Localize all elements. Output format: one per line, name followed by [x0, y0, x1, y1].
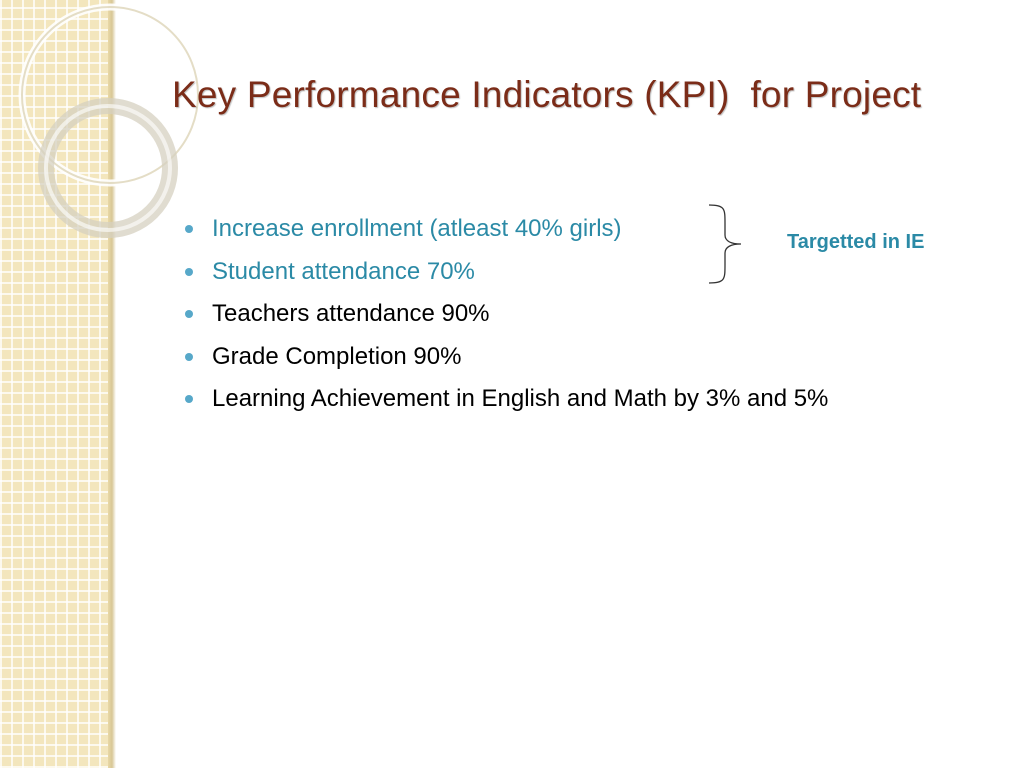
list-item [185, 380, 828, 423]
bullet-text: Grade Completion 90% [212, 342, 462, 370]
bullet-dot [185, 310, 193, 318]
list-item [185, 295, 828, 338]
list-item [185, 338, 828, 381]
bullet-dot [185, 225, 193, 233]
bullet-text: Student attendance 70% [212, 257, 475, 285]
bullet-dot [185, 353, 193, 361]
bullet-dot [185, 395, 193, 403]
bullet-text: Learning Achievement in English and Math by 3% and 5% [212, 385, 829, 412]
bullet-text: Teachers attendance 90% [212, 300, 490, 327]
curly-brace-icon [705, 203, 749, 285]
bullet-text: Increase enrollment (atleast 40% girls) [212, 215, 622, 242]
brace-note: Targetted in IE [787, 231, 925, 253]
bullet-dot [185, 268, 193, 276]
slide-title: Key Performance Indicators (KPI) for Project [172, 74, 922, 115]
